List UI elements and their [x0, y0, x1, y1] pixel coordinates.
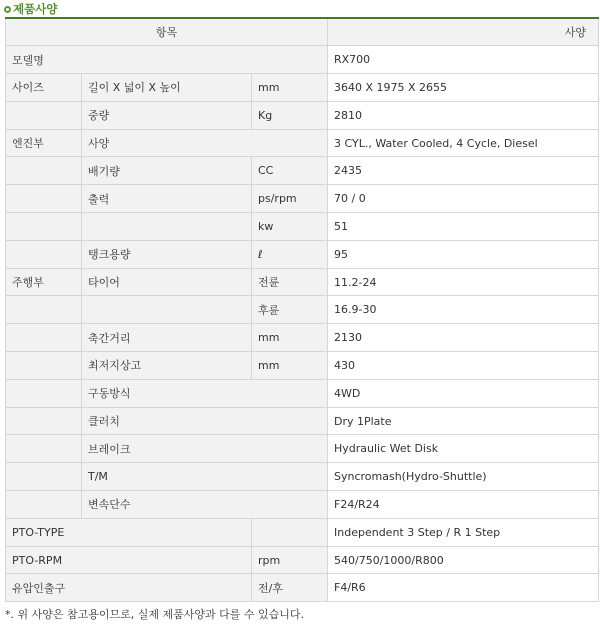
unit-cell: kw — [252, 213, 328, 241]
item-cell — [82, 213, 252, 241]
unit-cell: Kg — [252, 101, 328, 129]
unit-cell: mm — [252, 74, 328, 102]
item-cell: 축간거리 — [82, 324, 252, 352]
table-row — [6, 157, 599, 185]
table-row — [6, 324, 599, 352]
table-row — [6, 46, 599, 74]
value-cell: 2130 — [328, 324, 599, 352]
category-cell — [6, 379, 82, 407]
table-row — [6, 379, 599, 407]
footnote: *. 위 사양은 참고용이므로, 실제 제품사양과 다를 수 있습니다. — [5, 608, 304, 621]
category-cell: 엔진부 — [6, 129, 82, 157]
table-row — [6, 407, 599, 435]
item-cell: 클러치 — [82, 407, 328, 435]
unit-cell: rpm — [252, 546, 328, 574]
header-item: 항목 — [6, 18, 328, 46]
value-cell: F24/R24 — [328, 491, 599, 519]
value-cell: 3 CYL., Water Cooled, 4 Cycle, Diesel — [328, 129, 599, 157]
spec-table — [5, 17, 599, 602]
value-cell: Syncromash(Hydro-Shuttle) — [328, 463, 599, 491]
table-row — [6, 352, 599, 380]
item-cell: 사양 — [82, 129, 328, 157]
item-cell: T/M — [82, 463, 328, 491]
table-row — [6, 213, 599, 241]
value-cell: Dry 1Plate — [328, 407, 599, 435]
category-cell — [6, 296, 82, 324]
category-cell — [6, 491, 82, 519]
item-cell: 브레이크 — [82, 435, 328, 463]
unit-cell: 후륜 — [252, 296, 328, 324]
unit-cell: mm — [252, 352, 328, 380]
item-cell: 배기량 — [82, 157, 252, 185]
table-row — [6, 435, 599, 463]
item-cell: 길이 X 넓이 X 높이 — [82, 74, 252, 102]
value-cell: 3640 X 1975 X 2655 — [328, 74, 599, 102]
table-row — [6, 546, 599, 574]
unit-cell — [252, 518, 328, 546]
table-row — [6, 574, 599, 602]
item-cell — [82, 296, 252, 324]
unit-cell: 전/후 — [252, 574, 328, 602]
row-label-cell: PTO-TYPE — [6, 518, 252, 546]
category-cell — [6, 213, 82, 241]
item-cell: 구동방식 — [82, 379, 328, 407]
item-cell: 타이어 — [82, 268, 252, 296]
value-cell: 70 / 0 — [328, 185, 599, 213]
table-row — [6, 185, 599, 213]
unit-cell: ℓ — [252, 240, 328, 268]
row-label-cell: 유압인출구 — [6, 574, 252, 602]
category-cell: 주행부 — [6, 268, 82, 296]
spec-table-body — [6, 46, 599, 602]
unit-cell: 전륜 — [252, 268, 328, 296]
category-cell — [6, 101, 82, 129]
table-row — [6, 129, 599, 157]
category-cell: 사이즈 — [6, 74, 82, 102]
table-row — [6, 491, 599, 519]
category-cell — [6, 435, 82, 463]
table-row — [6, 296, 599, 324]
category-cell — [6, 463, 82, 491]
item-cell: 중량 — [82, 101, 252, 129]
section-title: 제품사양 — [13, 2, 58, 16]
row-label-cell: 모델명 — [6, 46, 328, 74]
section-title-bar — [4, 1, 57, 17]
item-cell: 출력 — [82, 185, 252, 213]
value-cell: 2810 — [328, 101, 599, 129]
value-cell: 95 — [328, 240, 599, 268]
unit-cell: ps/rpm — [252, 185, 328, 213]
item-cell: 탱크용량 — [82, 240, 252, 268]
item-cell: 변속단수 — [82, 491, 328, 519]
table-row — [6, 101, 599, 129]
category-cell — [6, 157, 82, 185]
category-cell — [6, 185, 82, 213]
value-cell: 2435 — [328, 157, 599, 185]
table-row — [6, 240, 599, 268]
value-cell: 16.9-30 — [328, 296, 599, 324]
value-cell: 11.2-24 — [328, 268, 599, 296]
table-header-row — [6, 18, 599, 46]
category-cell — [6, 352, 82, 380]
header-spec: 사양 — [328, 18, 599, 46]
unit-cell: CC — [252, 157, 328, 185]
value-cell: Hydraulic Wet Disk — [328, 435, 599, 463]
table-row — [6, 463, 599, 491]
value-cell: 51 — [328, 213, 599, 241]
category-cell — [6, 407, 82, 435]
value-cell: 430 — [328, 352, 599, 380]
table-row — [6, 74, 599, 102]
table-row — [6, 268, 599, 296]
category-cell — [6, 324, 82, 352]
table-row — [6, 518, 599, 546]
value-cell: F4/R6 — [328, 574, 599, 602]
circle-bullet-icon — [4, 6, 11, 13]
unit-cell: mm — [252, 324, 328, 352]
category-cell — [6, 240, 82, 268]
value-cell: Independent 3 Step / R 1 Step — [328, 518, 599, 546]
item-cell: 최저지상고 — [82, 352, 252, 380]
value-cell: 540/750/1000/R800 — [328, 546, 599, 574]
value-cell: 4WD — [328, 379, 599, 407]
row-label-cell: PTO-RPM — [6, 546, 252, 574]
value-cell: RX700 — [328, 46, 599, 74]
